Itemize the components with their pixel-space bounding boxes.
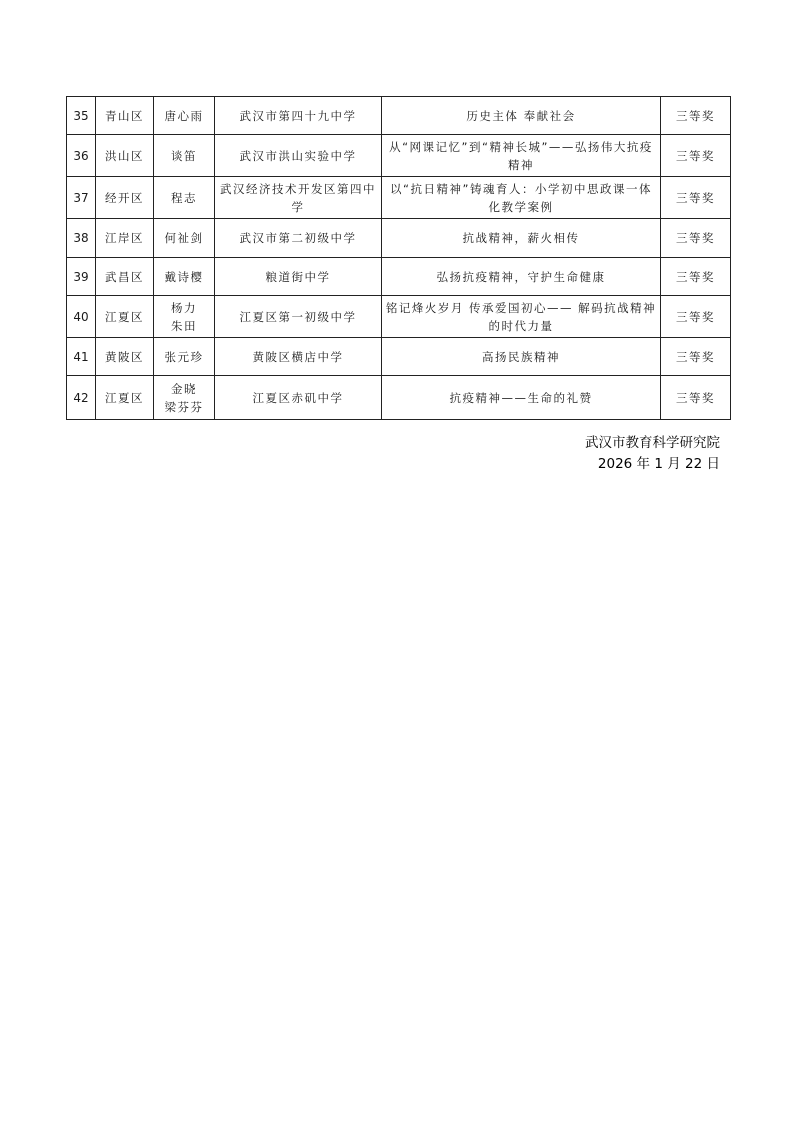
- district-cell: 经开区: [96, 177, 154, 219]
- author-name: 程志: [171, 190, 197, 205]
- award-cell: 三等奖: [661, 376, 731, 420]
- school-cell: 江夏区赤矶中学: [215, 376, 382, 420]
- author-name: 朱田: [171, 318, 197, 333]
- author-cell: [154, 177, 215, 219]
- school-cell: 武汉市洪山实验中学: [215, 135, 382, 177]
- author-cell: [154, 219, 215, 258]
- award-table: [66, 96, 731, 420]
- title-cell: 高扬民族精神: [382, 338, 661, 376]
- author-name: 何祉剑: [164, 231, 204, 245]
- author-name: 张元珍: [164, 349, 204, 364]
- issuing-organization: 武汉市教育科学研究院: [585, 435, 720, 451]
- table-row: [67, 338, 731, 376]
- author-name: 梁芬芬: [164, 399, 204, 414]
- row-number: 35: [67, 97, 96, 135]
- award-cell: 三等奖: [661, 177, 731, 219]
- author-cell: [154, 135, 215, 177]
- district-cell: 青山区: [96, 97, 154, 135]
- table-row: [67, 97, 731, 135]
- title-cell: 抗疫精神——生命的礼赞: [382, 376, 661, 420]
- district-cell: 武昌区: [96, 258, 154, 296]
- school-cell: 武汉市第二初级中学: [215, 219, 382, 258]
- title-cell: 抗战精神，薪火相传: [382, 219, 661, 258]
- table-row: [67, 258, 731, 296]
- award-cell: 三等奖: [661, 219, 731, 258]
- table-row: [67, 177, 731, 219]
- row-number: 39: [67, 258, 96, 296]
- table-row: [67, 296, 731, 338]
- author-cell: [154, 338, 215, 376]
- title-cell: 历史主体 奉献社会: [382, 97, 661, 135]
- title-cell: 从“网课记忆”到“精神长城”——弘扬伟大抗疫精神: [382, 135, 661, 177]
- table-row: [67, 376, 731, 420]
- author-name: 杨力: [171, 300, 197, 315]
- row-number: 38: [67, 219, 96, 258]
- row-number: 40: [67, 296, 96, 338]
- school-cell: 武汉经济技术开发区第四中学: [215, 177, 382, 219]
- title-cell: 以“抗日精神”铸魂育人：小学初中思政课一体化教学案例: [382, 177, 661, 219]
- district-cell: 江夏区: [96, 376, 154, 420]
- row-number: 42: [67, 376, 96, 420]
- author-cell: [154, 376, 215, 420]
- award-cell: 三等奖: [661, 135, 731, 177]
- school-cell: 粮道街中学: [215, 258, 382, 296]
- issue-date: 2026 年 1 月 22 日: [597, 456, 720, 472]
- author-name: 金晓: [171, 381, 197, 396]
- title-cell: 铭记烽火岁月 传承爱国初心—— 解码抗战精神的时代力量: [382, 296, 661, 338]
- row-number: 37: [67, 177, 96, 219]
- author-cell: [154, 296, 215, 338]
- author-cell: [154, 258, 215, 296]
- author-name: 谈笛: [171, 148, 197, 163]
- district-cell: 黄陂区: [96, 338, 154, 376]
- school-cell: 黄陂区横店中学: [215, 338, 382, 376]
- title-cell: 弘扬抗疫精神，守护生命健康: [382, 258, 661, 296]
- district-cell: 江岸区: [96, 219, 154, 258]
- award-cell: 三等奖: [661, 258, 731, 296]
- district-cell: 洪山区: [96, 135, 154, 177]
- author-cell: [154, 97, 215, 135]
- award-cell: 三等奖: [661, 296, 731, 338]
- district-cell: 江夏区: [96, 296, 154, 338]
- author-name: 戴诗樱: [164, 269, 204, 284]
- award-cell: 三等奖: [661, 338, 731, 376]
- row-number: 36: [67, 135, 96, 177]
- table-row: [67, 135, 731, 177]
- table-row: [67, 219, 731, 258]
- author-name: 唐心雨: [164, 108, 204, 123]
- school-cell: 江夏区第一初级中学: [215, 296, 382, 338]
- school-cell: 武汉市第四十九中学: [215, 97, 382, 135]
- row-number: 41: [67, 338, 96, 376]
- award-cell: 三等奖: [661, 97, 731, 135]
